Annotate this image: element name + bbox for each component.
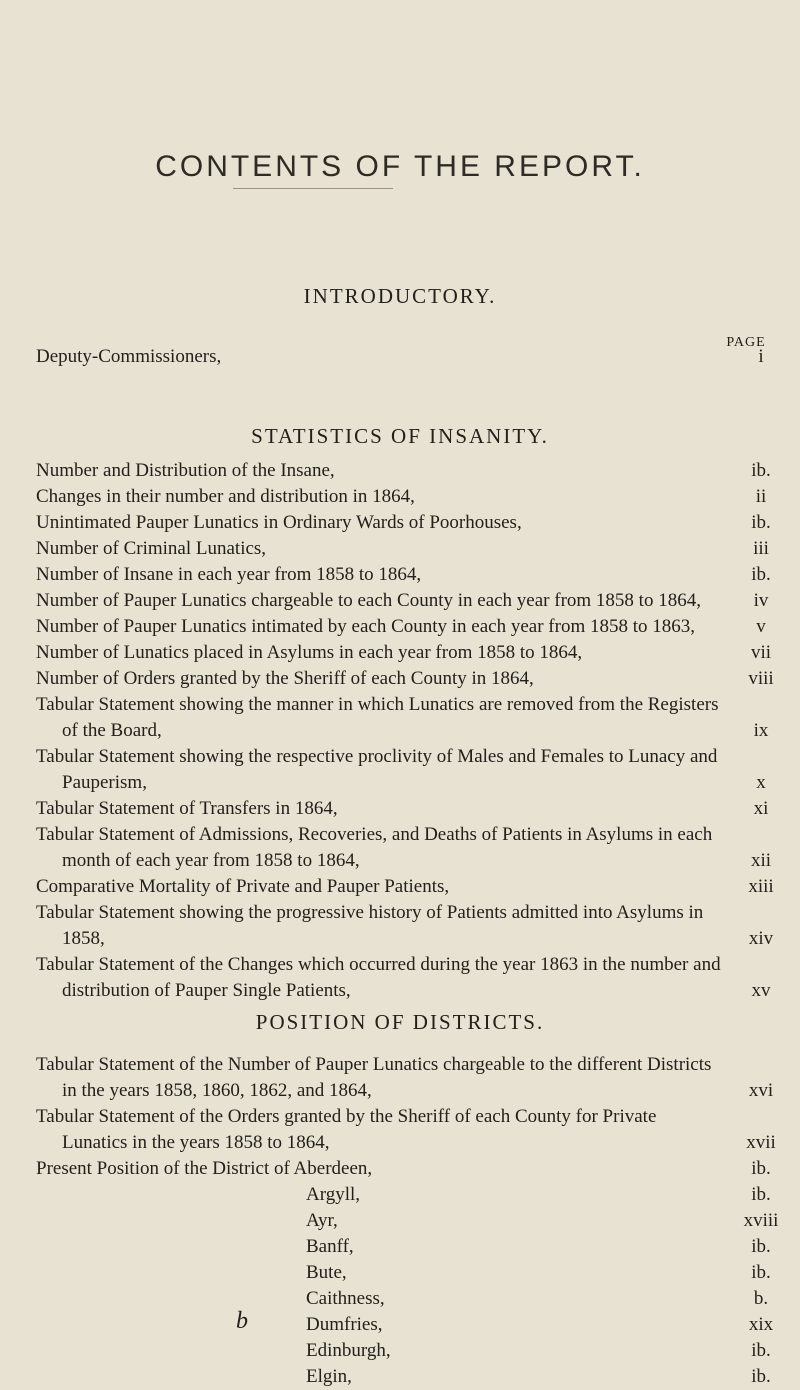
toc-entry-text: Banff,	[306, 1236, 354, 1257]
section-entries-districts	[36, 1052, 796, 1390]
toc-entry	[36, 536, 796, 562]
toc-entry-text: Tabular Statement of Transfers in 1864,	[36, 798, 338, 819]
toc-entry	[36, 692, 796, 744]
section-heading-districts: POSITION OF DISTRICTS.	[255, 1010, 545, 1034]
toc-entry-text: Tabular Statement showing the respective proclivity of Males and Females to Lunacy and Pauperism,	[36, 746, 718, 793]
toc-entry-text: Present Position of the District of Aberdeen,	[36, 1158, 373, 1179]
toc-entry-page: ib.	[751, 1158, 771, 1179]
toc-entry-page: xiv	[748, 928, 774, 949]
toc-entry-page: ib.	[751, 512, 771, 533]
toc-entry-page: ix	[753, 720, 769, 741]
toc-entry	[36, 458, 796, 484]
toc-entry-text: Number of Orders granted by the Sheriff of each County in 1864,	[36, 668, 534, 689]
toc-entry-text: Tabular Statement of the Changes which occurred during the year 1863 in the number and distribution of Pauper Single Patients,	[36, 954, 721, 1001]
toc-entry-page: ib.	[751, 564, 771, 585]
section-heading-introductory: INTRODUCTORY.	[303, 284, 497, 308]
toc-entry	[36, 640, 796, 666]
toc-entry-page: v	[756, 616, 766, 637]
toc-entry	[36, 952, 796, 1004]
toc-entry-page: x	[756, 772, 766, 793]
toc-entry-page: ib.	[751, 460, 771, 481]
toc-entry-page: b.	[753, 1288, 769, 1309]
toc-entry-page: xi	[753, 798, 769, 819]
toc-entry-page: xii	[750, 850, 772, 871]
toc-entry-text: Changes in their number and distribution in 1864,	[36, 486, 415, 507]
toc-subentry	[36, 1234, 796, 1260]
toc-entry-page: ii	[755, 486, 767, 507]
toc-entry-text: Number of Pauper Lunatics chargeable to each County in each year from 1858 to 1864,	[36, 590, 701, 611]
page-title: CONTENTS OF THE REPORT.	[155, 150, 645, 183]
toc-entry-page: viii	[748, 668, 774, 689]
toc-entry	[36, 588, 796, 614]
toc-entry-page: ib.	[751, 1366, 771, 1387]
toc-entry-page: i	[758, 346, 764, 367]
toc-entry	[36, 666, 796, 692]
section-entries-statistics	[36, 458, 796, 1004]
title-divider	[233, 188, 393, 189]
toc-entry-page: vii	[750, 642, 772, 663]
toc-entry-text: Tabular Statement of the Number of Pauper Lunatics chargeable to the different Districts in the years 1858, 1860, 1862, and 1864,	[36, 1054, 712, 1101]
toc-entry	[36, 822, 796, 874]
toc-entry	[36, 484, 796, 510]
toc-subentry	[36, 1208, 796, 1234]
toc-entry	[36, 344, 796, 370]
toc-entry-page: ib.	[751, 1340, 771, 1361]
toc-entry-text: Dumfries,	[306, 1314, 383, 1335]
toc-subentry	[36, 1338, 796, 1364]
toc-entry-text: Bute,	[306, 1262, 347, 1283]
toc-entry-page: iii	[753, 538, 769, 559]
toc-entry-text: Tabular Statement showing the manner in which Lunatics are removed from the Registers of the Board,	[36, 694, 719, 741]
toc-entry	[36, 1104, 796, 1156]
toc-entry-text: Deputy-Commissioners,	[36, 346, 222, 367]
toc-entry	[36, 510, 796, 536]
toc-subentry	[36, 1312, 796, 1338]
toc-entry-text: Tabular Statement of Admissions, Recoveries, and Deaths of Patients in Asylums in each month of each year from 1858 to 1864,	[36, 824, 713, 871]
toc-entry	[36, 614, 796, 640]
toc-entry-text: Ayr,	[306, 1210, 338, 1231]
toc-entry	[36, 744, 796, 796]
toc-entry	[36, 796, 796, 822]
toc-entry-text: Number of Pauper Lunatics intimated by each County in each year from 1858 to 1863,	[36, 616, 696, 637]
toc-entry-page: xvi	[748, 1080, 774, 1101]
toc-entry	[36, 1052, 796, 1104]
toc-entry-text: Edinburgh,	[306, 1340, 391, 1361]
toc-entry	[36, 874, 796, 900]
section-entries-introductory	[36, 344, 796, 370]
toc-entry-page: xvii	[746, 1132, 776, 1153]
toc-entry-page: xviii	[743, 1210, 779, 1231]
toc-entry-text: Tabular Statement showing the progressive history of Patients admitted into Asylums in 1858,	[36, 902, 704, 949]
toc-entry-page: ib.	[751, 1262, 771, 1283]
toc-entry-page: iv	[753, 590, 769, 611]
toc-subentry	[36, 1260, 796, 1286]
section-heading-statistics: STATISTICS OF INSANITY.	[251, 424, 549, 448]
toc-entry-text: Number of Criminal Lunatics,	[36, 538, 267, 559]
toc-entry	[36, 1156, 796, 1182]
toc-subentry	[36, 1286, 796, 1312]
toc-entry	[36, 562, 796, 588]
toc-entry	[36, 900, 796, 952]
toc-entry-text: Number of Lunatics placed in Asylums in each year from 1858 to 1864,	[36, 642, 583, 663]
toc-entry-page: ib.	[751, 1236, 771, 1257]
toc-entry-text: Comparative Mortality of Private and Pauper Patients,	[36, 876, 450, 897]
toc-entry-text: Unintimated Pauper Lunatics in Ordinary Wards of Poorhouses,	[36, 512, 522, 533]
toc-entry-text: Number of Insane in each year from 1858 to 1864,	[36, 564, 422, 585]
toc-subentry	[36, 1182, 796, 1208]
toc-entry-text: Argyll,	[306, 1184, 361, 1205]
toc-entry-text: Number and Distribution of the Insane,	[36, 460, 335, 481]
toc-entry-text: Tabular Statement of the Orders granted by the Sheriff of each County for Private Lunatics in the years 1858 to 1864,	[36, 1106, 657, 1153]
toc-entry-page: xv	[751, 980, 771, 1001]
toc-entry-text: Elgin,	[306, 1366, 352, 1387]
toc-entry-text: Caithness,	[306, 1288, 385, 1309]
toc-subentry	[36, 1364, 796, 1390]
toc-entry-page: ib.	[751, 1184, 771, 1205]
signature-mark: b	[236, 1308, 248, 1334]
toc-entry-page: xix	[748, 1314, 774, 1335]
page-column-label: PAGE	[726, 335, 766, 350]
toc-entry-page: xiii	[748, 876, 774, 897]
